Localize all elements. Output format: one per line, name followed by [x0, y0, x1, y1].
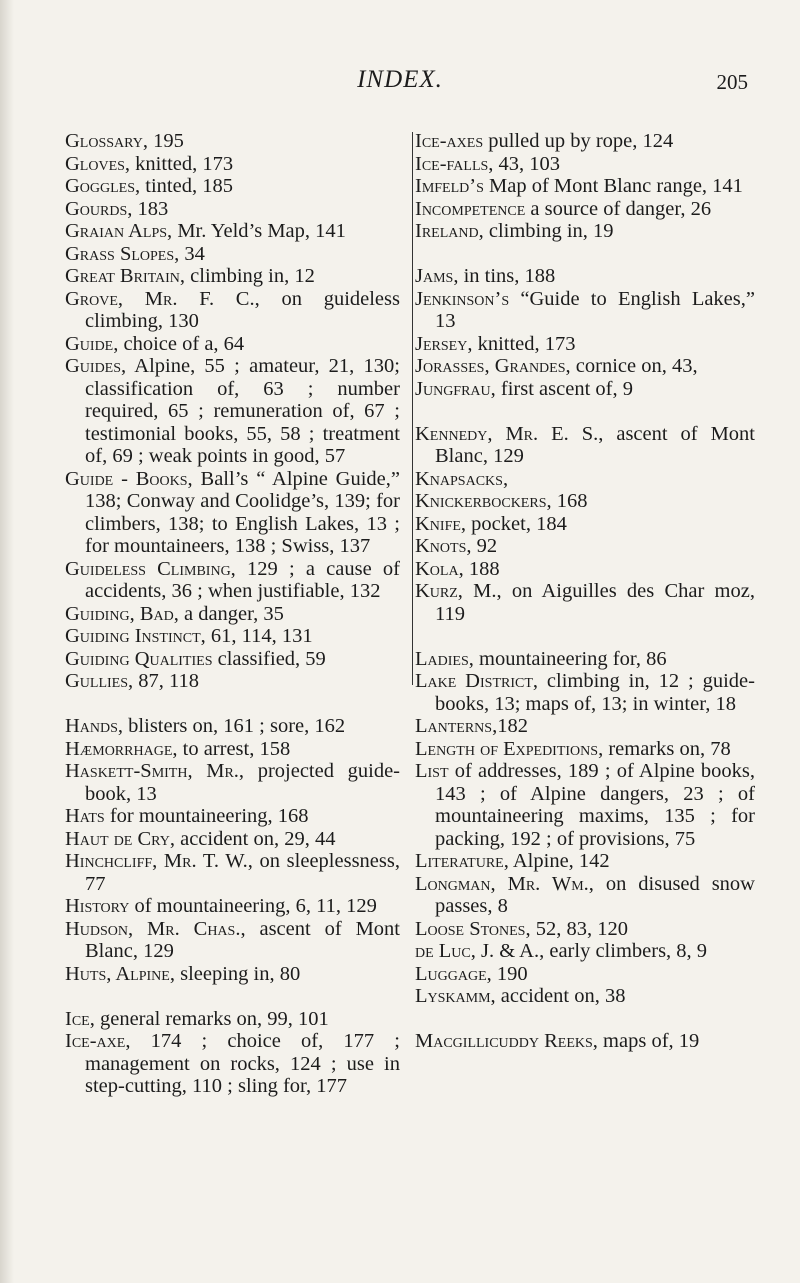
entry-text: a source of danger, 26	[525, 197, 712, 220]
index-entry	[415, 220, 755, 243]
index-entry	[65, 828, 400, 851]
entry-text: pulled up by rope, 124	[483, 130, 674, 152]
entry-heading: Jersey,	[415, 332, 473, 355]
index-entry	[415, 333, 755, 356]
entry-text: general remarks on, 99, 101	[94, 1007, 329, 1030]
index-entry	[415, 265, 755, 288]
index-entry	[415, 873, 755, 918]
index-entry	[415, 490, 755, 513]
entry-text: on Aiguilles des Char moz, 119	[435, 580, 755, 625]
entry-heading: Macgillicuddy Reeks,	[415, 1030, 598, 1052]
index-entry	[415, 130, 755, 153]
entry-heading: Grove, Mr. F. C.,	[65, 287, 260, 310]
entry-text: accident on, 29, 44	[174, 827, 336, 850]
entry-heading: Guideless Climbing,	[65, 557, 236, 580]
page-number: 205	[716, 70, 748, 94]
entry-heading: Guiding, Bad,	[65, 602, 179, 625]
entry-heading: Huts, Alpine,	[65, 962, 175, 985]
entry-text: pocket, 184	[466, 512, 567, 535]
entry-heading: List	[415, 760, 449, 782]
entry-text: Alpine, 142	[508, 850, 610, 872]
entry-heading: Ice-falls,	[415, 152, 494, 175]
index-column-right	[415, 130, 755, 1053]
index-entry	[65, 648, 400, 671]
index-entry	[65, 153, 400, 176]
entry-heading: Knapsacks,	[415, 467, 509, 490]
running-title: INDEX.	[357, 66, 443, 93]
entry-text: ascent of Mont Blanc, 129	[85, 917, 400, 962]
entry-heading: Hats	[65, 805, 105, 827]
entry-text: cornice on, 43,	[570, 355, 698, 377]
entry-heading: Kennedy, Mr. E. S.,	[415, 422, 604, 445]
index-entry	[415, 670, 755, 715]
entry-text: 188	[463, 557, 500, 580]
entry-text: blisters on, 161 ; sore, 162	[123, 715, 346, 737]
index-entry	[415, 423, 755, 468]
entry-heading: Jenkinson’s	[415, 287, 510, 310]
index-entry	[65, 288, 400, 333]
column-divider	[412, 132, 413, 685]
index-entry	[415, 760, 755, 850]
entry-heading: Kurz, M.,	[415, 580, 502, 602]
page-edge-shadow	[0, 0, 14, 1283]
entry-heading: Hæmorrhage,	[65, 737, 178, 760]
page-header	[0, 66, 800, 106]
index-entry	[415, 1030, 755, 1053]
entry-heading: Ireland,	[415, 220, 484, 242]
entry-text: knitted, 173	[130, 152, 234, 175]
index-entry	[415, 580, 755, 625]
entry-text: 195	[147, 130, 184, 152]
index-entry	[415, 378, 755, 401]
index-entry	[415, 558, 755, 581]
entry-text: Mr. Yeld’s Map, 141	[172, 220, 346, 242]
entry-text: for mountaineering, 168	[104, 805, 309, 827]
entry-heading: Hinchcliff, Mr. T. W.,	[65, 850, 253, 872]
entry-text: in tins, 188	[458, 265, 556, 287]
entry-text: Alpine, 55 ; amateur, 21, 130; classification of, 63 ; number required, 65 ; remuneration of, 67 ; testimonial books, 55, 58 ; treatment of, 69 ; weak points in good, 57	[85, 355, 400, 467]
entry-text: maps of, 19	[597, 1030, 700, 1052]
entry-heading: Jungfrau,	[415, 377, 496, 400]
entry-text: 52, 83, 120	[530, 917, 628, 940]
index-entry	[415, 355, 755, 378]
entry-heading: Kola,	[415, 557, 464, 580]
index-entry	[65, 895, 400, 918]
entry-heading: Gourds,	[65, 197, 133, 220]
index-entry	[65, 670, 400, 693]
index-entry	[65, 738, 400, 761]
entry-text: classified, 59	[212, 647, 326, 670]
entry-text: of mountaineering, 6, 11, 129	[129, 895, 377, 917]
index-entry	[415, 940, 755, 963]
entry-heading: Grass Slopes,	[65, 242, 180, 265]
index-entry	[65, 468, 400, 558]
index-entry	[415, 648, 755, 671]
entry-text: 61, 114, 131	[205, 625, 313, 647]
entry-text: 92	[471, 535, 498, 557]
entry-text: climbing in, 12	[185, 265, 315, 287]
entry-text: choice of a, 64	[118, 332, 245, 355]
entry-heading: Ice-axe,	[65, 1030, 131, 1052]
entry-heading: Glossary,	[65, 130, 148, 152]
entry-heading: Gullies,	[65, 670, 134, 692]
entry-heading: Jorasses, Grandes,	[415, 355, 571, 377]
entry-text: 129 ; a cause of accidents, 36 ; when justifiable, 132	[85, 557, 400, 602]
index-entry	[65, 805, 400, 828]
index-entry	[415, 153, 755, 176]
index-entry	[65, 1030, 400, 1098]
index-entry	[65, 198, 400, 221]
index-entry	[65, 715, 400, 738]
entry-heading: Great Britain,	[65, 265, 186, 287]
index-entry	[65, 265, 400, 288]
entry-text: on guideless climbing, 130	[85, 287, 400, 332]
index-entry	[415, 198, 755, 221]
entry-heading: Ice,	[65, 1007, 95, 1030]
entry-text: ascent of Mont Blanc, 129	[435, 422, 755, 467]
entry-heading: Gloves,	[65, 152, 131, 175]
index-entry	[415, 985, 755, 1008]
index-entry	[65, 625, 400, 648]
entry-heading: Hands,	[65, 715, 124, 737]
entry-text: Ball’s “ Alpine Guide,” 138; Conway and Coolidge’s, 139; for climbers, 138; to English Lakes, 13 ; for mountaineers, 138 ; Swiss, 137	[85, 467, 401, 557]
entry-heading: History	[65, 895, 130, 917]
entry-heading: Guiding Instinct,	[65, 625, 206, 647]
entry-text: “Guide to English Lakes,” 13	[435, 287, 755, 332]
entry-heading: Guide,	[65, 332, 119, 355]
index-entry	[415, 715, 755, 738]
entry-heading: Guides,	[65, 355, 127, 377]
index-entry	[65, 603, 400, 626]
index-entry	[415, 468, 755, 491]
entry-heading: Luggage,	[415, 962, 492, 985]
entry-text: knitted, 173	[472, 332, 576, 355]
entry-heading: Hudson, Mr. Chas.,	[65, 917, 246, 940]
index-entry	[415, 963, 755, 986]
entry-text: remarks on, 78	[603, 737, 731, 760]
index-entry	[65, 175, 400, 198]
entry-heading: Imfeld’s	[415, 175, 484, 197]
entry-heading: Lyskamm,	[415, 985, 496, 1007]
entry-text: to arrest, 158	[177, 737, 291, 760]
index-entry	[65, 558, 400, 603]
index-entry	[65, 243, 400, 266]
entry-heading: Ice-axes	[415, 130, 484, 152]
index-entry	[415, 535, 755, 558]
entry-text: 34	[179, 242, 205, 265]
entry-text: a danger, 35	[178, 602, 284, 625]
index-entry	[65, 760, 400, 805]
entry-text: 87, 118	[133, 670, 200, 692]
entry-heading: Ladies,	[415, 647, 474, 670]
entry-text: accident on, 38	[495, 985, 626, 1007]
entry-text: 183	[132, 197, 169, 220]
entry-text: climbing in, 19	[483, 220, 614, 242]
entry-text: 182	[497, 715, 528, 737]
entry-text: mountaineering for, 86	[473, 647, 667, 670]
entry-heading: Haut de Cry,	[65, 827, 175, 850]
entry-text: sleeping in, 80	[174, 962, 301, 985]
entry-text: on disused snow passes, 8	[435, 872, 755, 917]
entry-text: on sleeplessness, 77	[85, 850, 400, 895]
entry-text: 174 ; choice of, 177 ; management on rocks, 124 ; use in step-cutting, 110 ; sling for, 177	[85, 1030, 400, 1097]
entry-text: first ascent of, 9	[495, 377, 633, 400]
entry-heading: de Luc,	[415, 940, 476, 962]
entry-text: 190	[491, 962, 528, 985]
entry-text: of addresses, 189 ; of Alpine books, 143 ; of Alpine dangers, 23 ; of mountaineering maxims, 135 ; for packing, 192 ; of provisions, 75	[435, 760, 755, 850]
entry-text: J. & A., early climbers, 8, 9	[475, 940, 708, 962]
index-entry	[65, 963, 400, 986]
index-entry	[65, 355, 400, 468]
entry-text: climbing in, 12 ; guide-books, 13; maps of, 13; in winter, 18	[435, 670, 755, 715]
entry-heading: Knots,	[415, 535, 472, 557]
entry-text: tinted, 185	[140, 175, 233, 197]
entry-heading: Haskett-Smith, Mr.,	[65, 760, 245, 782]
entry-heading: Guide - Books,	[65, 467, 193, 490]
index-entry	[65, 130, 400, 153]
entry-heading: Longman, Mr. Wm.,	[415, 872, 594, 895]
entry-text: projected guide-book, 13	[85, 760, 400, 805]
entry-heading: Knickerbockers,	[415, 490, 552, 512]
index-entry	[65, 850, 400, 895]
entry-heading: Goggles,	[65, 175, 141, 197]
entry-heading: Lake District,	[415, 670, 539, 692]
entry-heading: Loose Stones,	[415, 917, 531, 940]
index-entry	[415, 918, 755, 941]
index-column-left	[65, 130, 400, 1098]
index-entry	[415, 850, 755, 873]
entry-heading: Jams,	[415, 265, 459, 287]
entry-text: 43, 103	[493, 152, 561, 175]
index-entry	[415, 513, 755, 536]
index-entry	[65, 918, 400, 963]
index-entry	[65, 333, 400, 356]
index-entry	[415, 288, 755, 333]
entry-heading: Incompetence	[415, 197, 526, 220]
index-entry	[415, 175, 755, 198]
entry-heading: Length of Expeditions,	[415, 737, 604, 760]
entry-heading: Graian Alps,	[65, 220, 173, 242]
index-entry	[415, 738, 755, 761]
entry-heading: Knife,	[415, 512, 467, 535]
index-entry	[65, 220, 400, 243]
entry-text: Map of Mont Blanc range, 141	[483, 175, 743, 197]
entry-heading: Literature,	[415, 850, 509, 872]
entry-heading: Lanterns,	[415, 715, 498, 737]
entry-text: 168	[551, 490, 588, 512]
entry-heading: Guiding Qualities	[65, 647, 213, 670]
index-entry	[65, 1008, 400, 1031]
